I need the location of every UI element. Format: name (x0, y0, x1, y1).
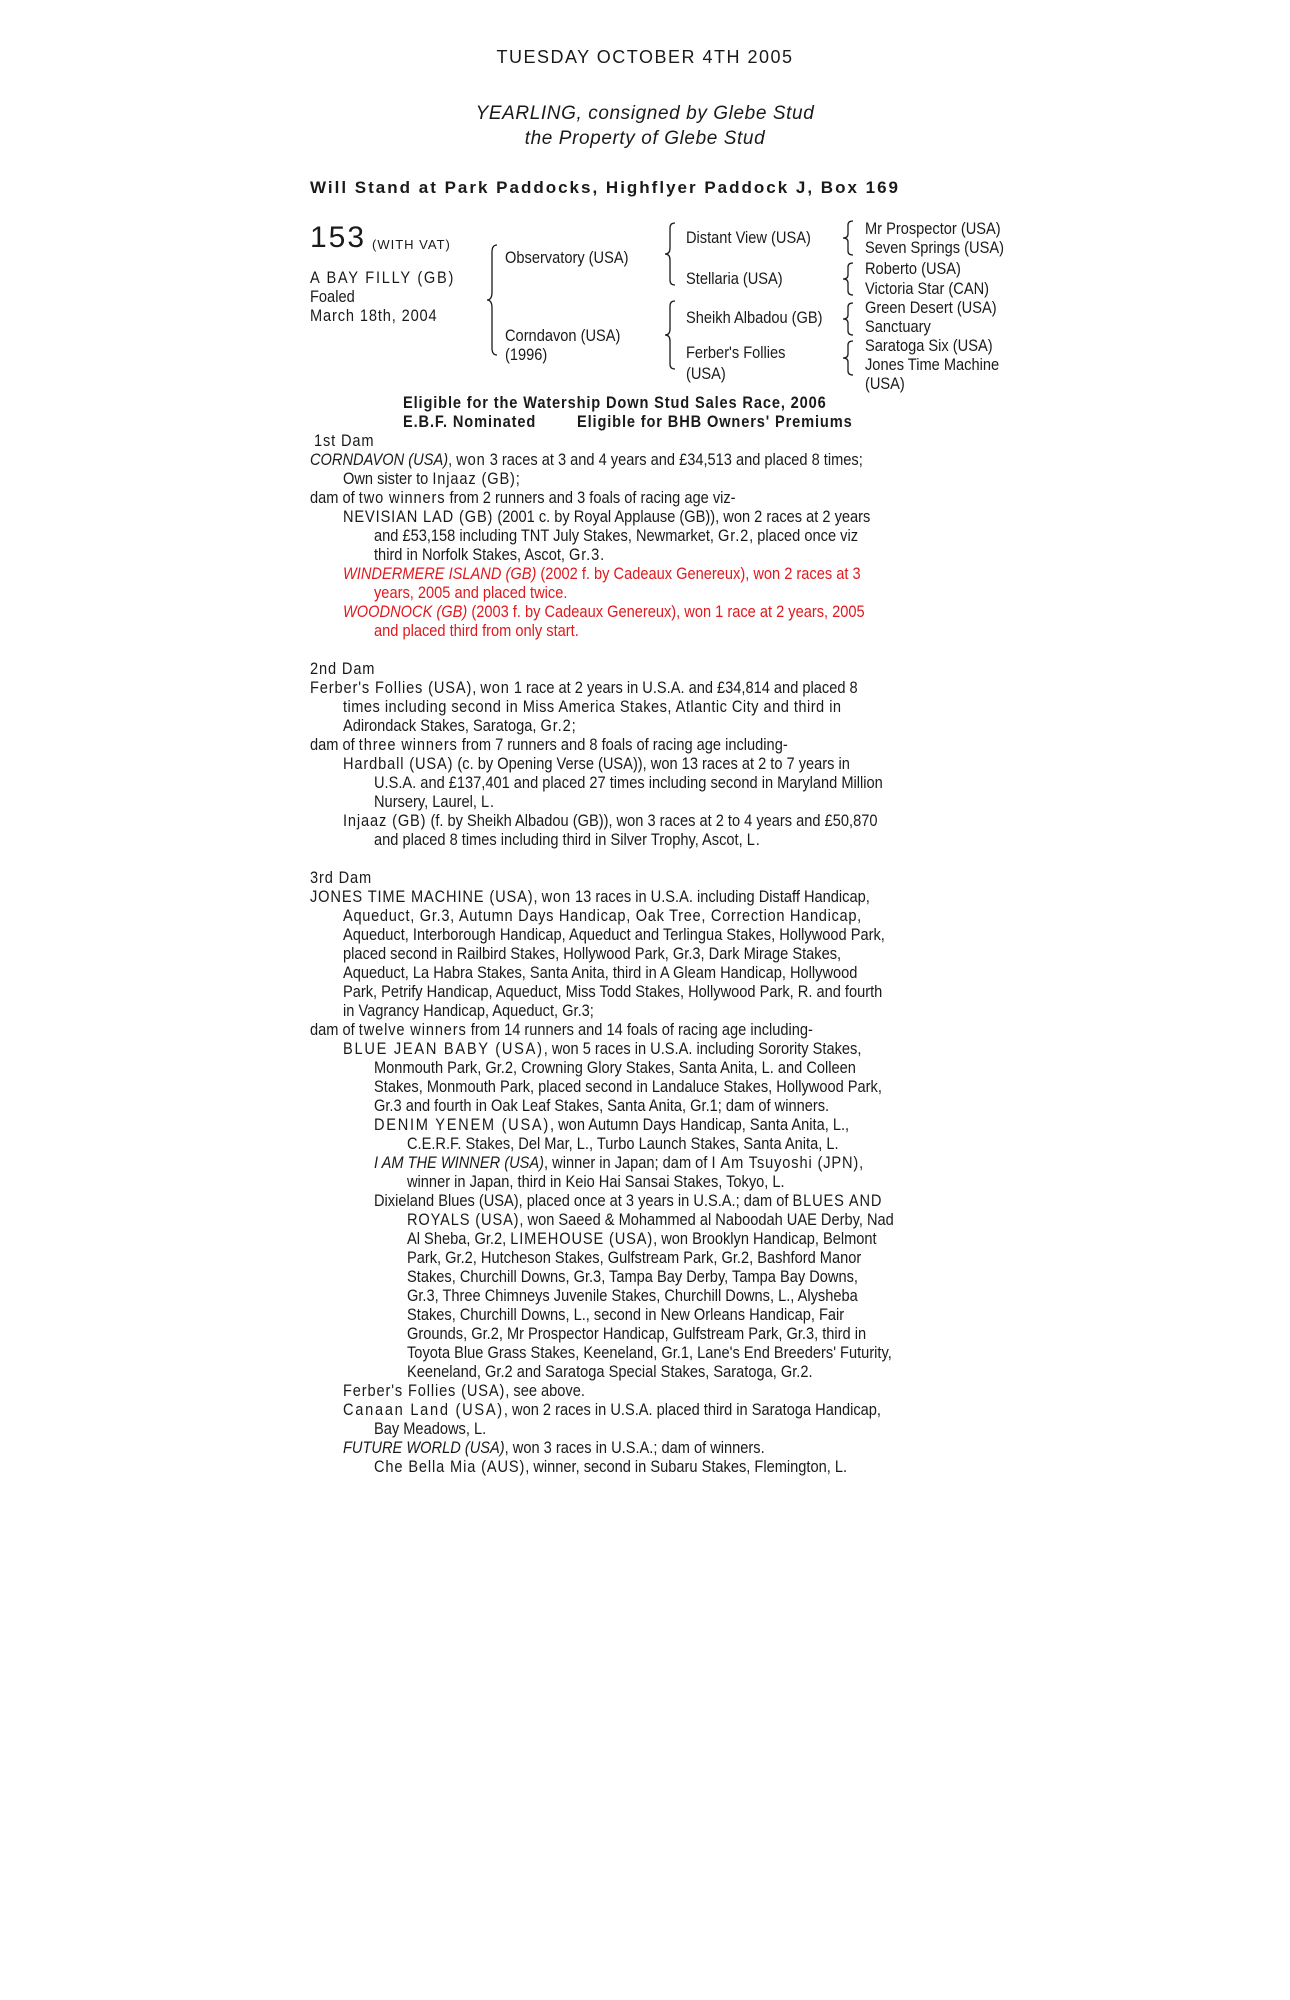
dixieland-blues-text: Dixieland Blues (USA), placed once at 3 years in U.S.A.; dam of (374, 1191, 789, 1210)
first-dam-line-1: CORNDAVON (USA), won 3 races at 3 and 4 years and £34,513 and placed 8 times; (310, 450, 863, 469)
blues-and-royals-text-2: Al Sheba, Gr.2, (407, 1229, 507, 1248)
first-dam-record: 3 races at 3 and 4 years and £34,513 and placed 8 times; (489, 450, 863, 469)
che-bella-mia-text: , winner, second in Subaru Stakes, Flemington, L. (525, 1457, 848, 1476)
period: . (490, 792, 495, 811)
won-word: won (480, 678, 510, 697)
third-dam-line-4: placed second in Railbird Stakes, Hollywood Park, Gr.3, Dark Mirage Stakes, (343, 944, 842, 963)
third-dam-line-2: Aqueduct, Gr.3, Autumn Days Handicap, Oak Tree, Correction Handicap, (343, 906, 862, 925)
hardball-line-1 (343, 754, 850, 773)
blue-jean-baby-text: , won 5 races in U.S.A. including Sorority Stakes, (543, 1039, 862, 1058)
produce-1-text: (2001 c. by Royal Applause (GB)), won 2 races at 2 years (497, 507, 871, 526)
future-world-text: , won 3 races in U.S.A.; dam of winners. (504, 1438, 765, 1457)
dixieland-blues-line-2 (407, 1210, 894, 1229)
sale-date: TUESDAY OCTOBER 4TH 2005 (496, 47, 794, 67)
second-dam-line-1: Ferber's Follies (USA), won 1 race at 2 years in U.S.A. and £34,814 and placed 8 (310, 678, 858, 697)
canaan-land-text: , won 2 races in U.S.A. placed third in Saratoga Handicap, (503, 1400, 881, 1419)
pedigree-brace-main (486, 244, 498, 356)
dam-name: Corndavon (USA) (505, 326, 621, 345)
produce-2-text: (2002 f. by Cadeaux Genereux), won 2 races at 3 (540, 564, 861, 583)
won-word: won (456, 450, 486, 469)
dixieland-blues-line-8: Grounds, Gr.2, Mr Prospector Handicap, Gulfstream Park, Gr.3, third in (407, 1324, 867, 1343)
runners-foals: from 7 runners and 8 foals of racing age including- (461, 735, 788, 754)
foaled-date: March 18th, 2004 (310, 306, 438, 325)
produce-3-name: WOODNOCK (GB) (343, 602, 468, 621)
grandsire-2: Roberto (USA) (865, 259, 961, 278)
denim-yenem-line-1 (374, 1115, 849, 1134)
blue-jean-baby-line-1 (343, 1039, 861, 1058)
produce-2-line-1 (343, 564, 861, 583)
granddam-4-line-1: Jones Time Machine (865, 355, 1000, 374)
stand-location: Will Stand at Park Paddocks, Highflyer Paddock J, Box 169 (310, 178, 900, 197)
produce-1-text-3: , placed once viz (749, 526, 859, 545)
third-dam-record: 13 races in U.S.A. including Distaff Handicap, (575, 887, 870, 906)
second-dam-text: Adirondack Stakes, Saratoga, (343, 716, 537, 735)
first-dam-name: CORNDAVON (USA) (310, 450, 449, 469)
won-word: won (541, 887, 571, 906)
blue-jean-baby-name: BLUE JEAN BABY (USA) (343, 1039, 544, 1058)
runners-foals: from 14 runners and 14 foals of racing age including- (470, 1020, 813, 1039)
denim-yenem-text: , won Autumn Days Handicap, Santa Anita, L., (550, 1115, 850, 1134)
second-dam-line-2: times including second in Miss America Stakes, Atlantic City and third in (343, 697, 842, 716)
third-dam-line-7: in Vagrancy Handicap, Aqueduct, Gr.3; (343, 1001, 594, 1020)
pedigree-brace-sire (664, 222, 676, 286)
dixieland-blues-line-1 (374, 1191, 882, 1210)
produce-2-name: WINDERMERE ISLAND (GB) (343, 564, 537, 583)
sire-sire: Distant View (USA) (686, 228, 811, 247)
i-am-tsuyoshi-name: I Am Tsuyoshi (JPN) (711, 1153, 860, 1172)
pedigree-brace-g4 (842, 340, 854, 376)
eligibility-line-1: Eligible for the Watership Down Stud Sales Race, 2006 (403, 393, 827, 412)
blue-jean-baby-line-2: Monmouth Park, Gr.2, Crowning Glory Stakes, Santa Anita, L. and Colleen (374, 1058, 856, 1077)
blues-and-royals-name-2: ROYALS (USA) (407, 1210, 520, 1229)
hardball-text-2: Nursery, Laurel, (374, 792, 477, 811)
dixieland-blues-line-4: Park, Gr.2, Hutcheson Stakes, Gulfstream Park, Gr.2, Bashford Manor (407, 1248, 862, 1267)
canaan-land-line-1 (343, 1400, 881, 1419)
produce-1-line-3 (374, 545, 604, 564)
first-dam-line-2 (343, 469, 520, 488)
second-dam-line-3 (343, 716, 576, 735)
runners-foals: from 2 runners and 3 foals of racing age viz- (449, 488, 736, 507)
dixieland-blues-line-10: Keeneland, Gr.2 and Saratoga Special Stakes, Saratoga, Gr.2. (407, 1362, 813, 1381)
pedigree-brace-g2 (842, 262, 854, 296)
future-world-line (343, 1438, 765, 1457)
winners-count: twelve winners (358, 1020, 467, 1039)
listed: L (481, 792, 491, 811)
granddam-4-line-2: (USA) (865, 374, 905, 393)
limehouse-name: LIMEHOUSE (USA) (510, 1229, 654, 1248)
dam-dam-line-1: Ferber's Follies (686, 343, 786, 362)
hardball-line-2: U.S.A. and £137,401 and placed 27 times including second in Maryland Million (374, 773, 883, 792)
winners-count: three winners (358, 735, 458, 754)
blues-and-royals-name-1: BLUES AND (792, 1191, 883, 1210)
produce-1-text-2: and £53,158 including TNT July Stakes, Newmarket, (374, 526, 714, 545)
dixieland-blues-line-5: Stakes, Churchill Downs, Gr.3, Tampa Bay Derby, Tampa Bay Downs, (407, 1267, 858, 1286)
third-dam-line-5: Aqueduct, La Habra Stakes, Santa Anita, third in A Gleam Handicap, Hollywood (343, 963, 858, 982)
pedigree-brace-dam (664, 300, 676, 370)
third-dam-heading: 3rd Dam (310, 868, 373, 887)
i-am-the-winner-name: I AM THE WINNER (USA) (374, 1153, 545, 1172)
blues-and-royals-text: , won Saeed & Mohammed al Naboodah UAE Derby, Nad (519, 1210, 894, 1229)
granddam-2: Victoria Star (CAN) (865, 279, 990, 298)
pedigree-brace-g1 (842, 220, 854, 256)
hardball-line-3 (374, 792, 494, 811)
consignment-line-1: YEARLING, consigned by Glebe Stud (475, 103, 815, 124)
third-dam-line-1: JONES TIME MACHINE (USA), won 13 races in U.S.A. including Distaff Handicap, (310, 887, 870, 906)
dixieland-blues-line-6: Gr.3, Three Chimneys Juvenile Stakes, Churchill Downs, L., Alysheba (407, 1286, 858, 1305)
sire-name: Observatory (USA) (505, 248, 629, 267)
granddam-3: Sanctuary (865, 317, 931, 336)
grade-2: Gr.2 (718, 526, 750, 545)
produce-3-line-1 (343, 602, 865, 621)
hardball-name: Hardball (USA) (343, 754, 454, 773)
own-sister-text: Own sister to (343, 469, 429, 488)
canaan-land-line-2: Bay Meadows, L. (374, 1419, 487, 1438)
grandsire-1: Mr Prospector (USA) (865, 219, 1001, 238)
dixieland-blues-line-9: Toyota Blue Grass Stakes, Keeneland, Gr.1, Lane's End Breeders' Futurity, (407, 1343, 892, 1362)
comma: , (859, 1153, 864, 1172)
period: . (755, 830, 760, 849)
foaled-label: Foaled (310, 287, 355, 306)
i-am-the-winner-text: , winner in Japan; dam of (544, 1153, 708, 1172)
third-dam-produce-summary (310, 1020, 813, 1039)
produce-1-line-2 (374, 526, 858, 545)
second-dam-produce-summary (310, 735, 788, 754)
che-bella-mia-line (374, 1457, 847, 1476)
limehouse-text: , won Brooklyn Handicap, Belmont (653, 1229, 877, 1248)
injaaz-text-2: and placed 8 times including third in Silver Trophy, Ascot, (374, 830, 743, 849)
dam-of-text: dam of (310, 488, 355, 507)
third-dam-line-6: Park, Petrify Handicap, Aqueduct, Miss Todd Stakes, Hollywood Park, R. and fourth (343, 982, 883, 1001)
grandsire-3: Green Desert (USA) (865, 298, 997, 317)
blue-jean-baby-line-3: Stakes, Monmouth Park, placed second in Landaluce Stakes, Hollywood Park, (374, 1077, 882, 1096)
ferbers-follies-text: , see above. (505, 1381, 585, 1400)
dam-sire: Sheikh Albadou (GB) (686, 308, 823, 327)
che-bella-mia-name: Che Bella Mia (AUS) (374, 1457, 526, 1476)
produce-2-line-2: years, 2005 and placed twice. (374, 583, 568, 602)
own-sister-name: Injaaz (GB) (432, 469, 516, 488)
produce-1-name: NEVISIAN LAD (GB) (343, 507, 494, 526)
ferbers-follies-line (343, 1381, 585, 1400)
third-dam-line-3: Aqueduct, Interborough Handicap, Aqueduct and Terlingua Stakes, Hollywood Park, (343, 925, 885, 944)
produce-1-line-1 (343, 507, 870, 526)
sire-dam: Stellaria (USA) (686, 269, 783, 288)
injaaz-line-1 (343, 811, 877, 830)
dam-of-text: dam of (310, 735, 355, 754)
dam-dam-line-2: (USA) (686, 364, 726, 383)
ebf-nominated: E.B.F. Nominated (403, 412, 537, 431)
dam-of-text: dam of (310, 1020, 355, 1039)
lot-description: A BAY FILLY (GB) (310, 268, 456, 287)
third-dam-name: JONES TIME MACHINE (USA) (310, 887, 534, 906)
second-dam-heading: 2nd Dam (310, 659, 376, 678)
grandsire-4: Saratoga Six (USA) (865, 336, 993, 355)
vat-note: (WITH VAT) (372, 237, 451, 252)
pedigree-brace-g3 (842, 302, 854, 336)
i-am-the-winner-line-2: winner in Japan, third in Keio Hai Sansai Stakes, Tokyo, L. (407, 1172, 785, 1191)
i-am-the-winner-line-1 (374, 1153, 863, 1172)
ferbers-follies-name: Ferber's Follies (USA) (343, 1381, 506, 1400)
dixieland-blues-line-7: Stakes, Churchill Downs, L., second in New Orleans Handicap, Fair (407, 1305, 845, 1324)
injaaz-line-2 (374, 830, 760, 849)
first-dam-produce-summary (310, 488, 736, 507)
lot-number: 153 (310, 221, 367, 254)
hardball-text: (c. by Opening Verse (USA)), won 13 races at 2 to 7 years in (457, 754, 850, 773)
bhb-premiums: Eligible for BHB Owners' Premiums (577, 412, 853, 431)
semicolon: ; (571, 716, 576, 735)
blue-jean-baby-line-4: Gr.3 and fourth in Oak Leaf Stakes, Santa Anita, Gr.1; dam of winners. (374, 1096, 830, 1115)
grade-3: Gr.3 (569, 545, 601, 564)
winners-count: two winners (358, 488, 446, 507)
injaaz-name: Injaaz (GB) (343, 811, 427, 830)
injaaz-text: (f. by Sheikh Albadou (GB)), won 3 races at 2 to 4 years and £50,870 (430, 811, 878, 830)
period: . (600, 545, 605, 564)
dixieland-blues-line-3 (407, 1229, 877, 1248)
first-dam-heading: 1st Dam (314, 431, 375, 450)
produce-3-line-2: and placed third from only start. (374, 621, 579, 640)
semicolon: ; (515, 469, 520, 488)
grade-2: Gr.2 (540, 716, 572, 735)
second-dam-record: 1 race at 2 years in U.S.A. and £34,814 and placed 8 (513, 678, 858, 697)
second-dam-name: Ferber's Follies (USA) (310, 678, 473, 697)
dam-year: (1996) (505, 345, 548, 364)
denim-yenem-line-2: C.E.R.F. Stakes, Del Mar, L., Turbo Launch Stakes, Santa Anita, L. (407, 1134, 839, 1153)
produce-3-text: (2003 f. by Cadeaux Genereux), won 1 race at 2 years, 2005 (471, 602, 865, 621)
future-world-name: FUTURE WORLD (USA) (343, 1438, 505, 1457)
consignment-line-2: the Property of Glebe Stud (524, 128, 766, 149)
canaan-land-name: Canaan Land (USA) (343, 1400, 504, 1419)
listed: L (746, 830, 756, 849)
denim-yenem-name: DENIM YENEM (USA) (374, 1115, 551, 1134)
produce-1-text-4: third in Norfolk Stakes, Ascot, (374, 545, 565, 564)
granddam-1: Seven Springs (USA) (865, 238, 1004, 257)
